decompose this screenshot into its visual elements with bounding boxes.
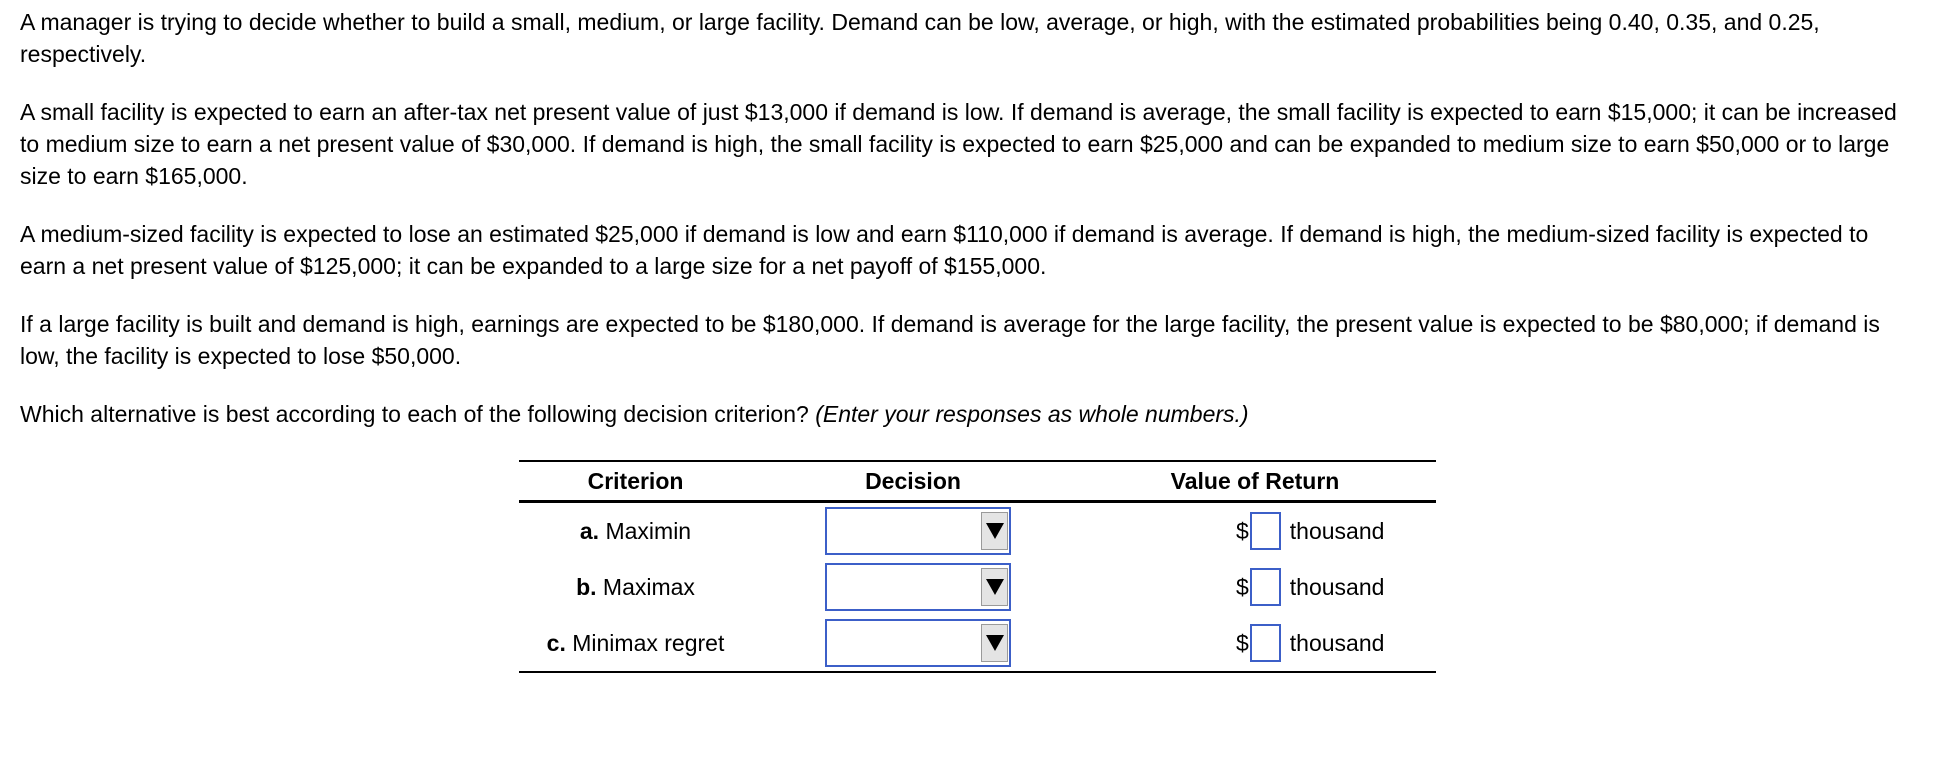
table-row-minimax-regret	[519, 615, 1436, 672]
criterion-cell	[519, 559, 752, 615]
unit-label: thousand	[1289, 573, 1385, 600]
header-value-of-return: Value of Return	[1074, 461, 1436, 502]
criterion-cell	[519, 502, 752, 560]
currency-symbol: $	[1236, 517, 1249, 544]
dropdown-arrow-icon[interactable]	[981, 568, 1008, 606]
criterion-letter: c.	[546, 629, 566, 656]
table-row-maximax	[519, 559, 1436, 615]
header-decision: Decision	[752, 461, 1074, 502]
decision-select-minimax-regret[interactable]	[825, 619, 1011, 667]
decision-cell	[752, 615, 1074, 672]
paragraph-large-facility: If a large facility is built and demand is high, earnings are expected to be $180,000. If demand is average for the large facility, the present value is expected to be $80,000; if demand is low, the facility is expected to lose $50,000.	[20, 311, 1880, 369]
unit-label: thousand	[1289, 517, 1385, 544]
criterion-label: Maximin	[605, 517, 692, 544]
value-cell	[1074, 615, 1436, 672]
currency-symbol: $	[1236, 629, 1249, 656]
header-criterion: Criterion	[519, 461, 752, 502]
unit-label: thousand	[1289, 629, 1385, 656]
paragraph-small-facility: A small facility is expected to earn an after-tax net present value of just $13,000 if demand is low. If demand is average, the small facility is expected to earn $15,000; it can be increased to medium size to earn a net present value of $30,000. If demand is high, the small facility is expected to earn $25,000 and can be expanded to medium size to earn $50,000 or to large size to earn $165,000.	[20, 99, 1897, 189]
currency-symbol: $	[1236, 573, 1249, 600]
criterion-label: Minimax regret	[572, 629, 725, 656]
criterion-label: Maximax	[602, 573, 695, 600]
problem-text	[20, 6, 1920, 456]
decision-cell	[752, 559, 1074, 615]
question-text: Which alternative is best according to each of the following decision criterion?	[20, 401, 809, 427]
paragraph-medium-facility: A medium-sized facility is expected to lose an estimated $25,000 if demand is low and earn $110,000 if demand is average. If demand is high, the medium-sized facility is expected to earn a net present value of $125,000; it can be expanded to a large size for a net payoff of $155,000.	[20, 221, 1869, 279]
decision-cell	[752, 502, 1074, 560]
value-input-maximax[interactable]	[1250, 568, 1281, 606]
question	[20, 398, 1920, 430]
decision-select-maximin[interactable]	[825, 507, 1011, 555]
criterion-letter: b.	[576, 573, 597, 600]
dropdown-arrow-icon[interactable]	[981, 512, 1008, 550]
value-input-minimax-regret[interactable]	[1250, 624, 1281, 662]
value-cell	[1074, 559, 1436, 615]
decision-select-maximax[interactable]	[825, 563, 1011, 611]
value-input-maximin[interactable]	[1250, 512, 1281, 550]
paragraph-intro: A manager is trying to decide whether to build a small, medium, or large facility. Demand can be low, average, or high, with the estimated probabilities being 0.40, 0.35, and 0.25, respectively.	[20, 9, 1820, 67]
criterion-cell	[519, 615, 752, 672]
question-instruction: (Enter your responses as whole numbers.)	[815, 401, 1249, 427]
table-row-maximin	[519, 502, 1436, 560]
table-header-row	[519, 461, 1436, 502]
value-cell	[1074, 502, 1436, 560]
dropdown-arrow-icon[interactable]	[981, 624, 1008, 662]
answer-table	[519, 460, 1436, 673]
criterion-letter: a.	[579, 517, 600, 544]
